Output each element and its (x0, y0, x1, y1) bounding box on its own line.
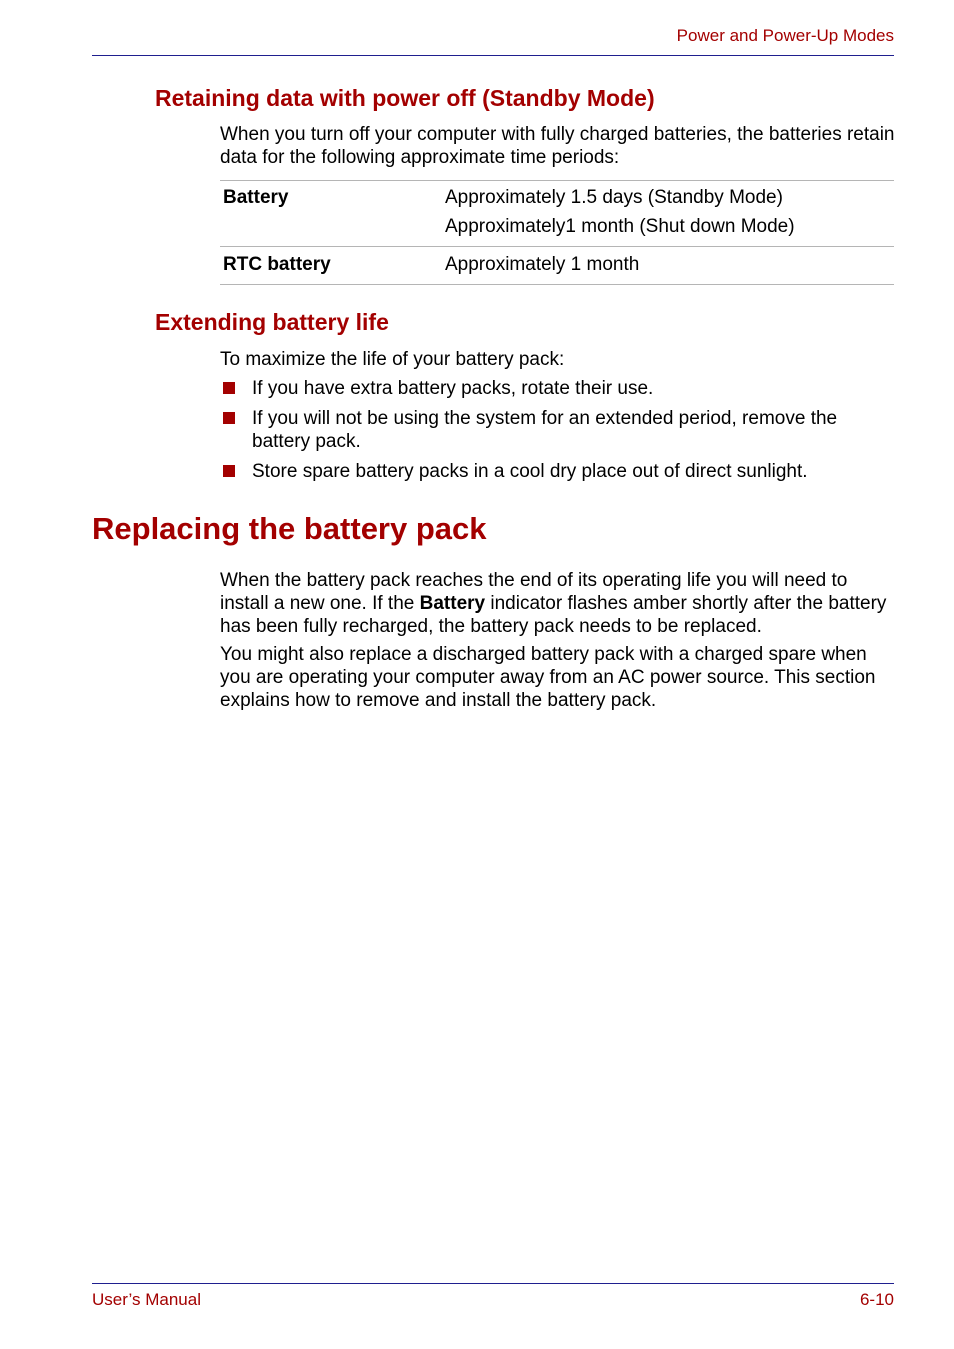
footer-title: User’s Manual (92, 1290, 201, 1309)
header-rule (92, 55, 894, 56)
tips-list (220, 377, 900, 490)
list-item-text: Store spare battery packs in a cool dry place out of direct sunlight. (252, 461, 808, 482)
extending-heading: Extending battery life (155, 309, 389, 335)
replacing-paragraph-1 (220, 569, 892, 638)
standby-intro: When you turn off your computer with fully charged batteries, the batteries retain data for the following approximate time periods: (220, 124, 895, 168)
row-label: RTC battery (223, 254, 331, 275)
list-item-text: If you will not be using the system for an extended period, remove the battery pack. (252, 408, 838, 452)
battery-bold-term: Battery (419, 593, 486, 614)
row-label: Battery (223, 187, 289, 208)
table-row (220, 246, 894, 285)
replacing-heading: Replacing the battery pack (92, 511, 487, 546)
standby-heading: Retaining data with power off (Standby Mode) (155, 85, 655, 111)
text-run: When the battery pack reaches the end of its operating life you will need to install a new one. If the (220, 570, 848, 614)
text-run: indicator flashes amber shortly after the battery has been fully recharged, the battery pack needs to be replaced. (220, 593, 887, 637)
row-value: Approximately1 month (Shut down Mode) (445, 216, 795, 237)
square-bullet-icon (223, 465, 235, 477)
list-item (220, 377, 900, 400)
page-number: 6-10 (859, 1290, 894, 1309)
row-value: Approximately 1 month (445, 254, 640, 275)
row-value: Approximately 1.5 days (Standby Mode) (445, 187, 783, 208)
square-bullet-icon (223, 412, 235, 424)
table-row (220, 180, 894, 246)
square-bullet-icon (223, 382, 235, 394)
footer-rule (92, 1283, 894, 1284)
retention-table (220, 180, 894, 285)
list-item (220, 407, 900, 453)
running-header: Power and Power-Up Modes (676, 26, 894, 45)
extending-intro: To maximize the life of your battery pack: (220, 349, 565, 370)
replacing-paragraph-2: You might also replace a discharged battery pack with a charged spare when you are operating your computer away from an AC power source. This section explains how to remove and install the battery pack. (220, 644, 876, 711)
list-item (220, 460, 900, 483)
list-item-text: If you have extra battery packs, rotate their use. (252, 378, 654, 399)
